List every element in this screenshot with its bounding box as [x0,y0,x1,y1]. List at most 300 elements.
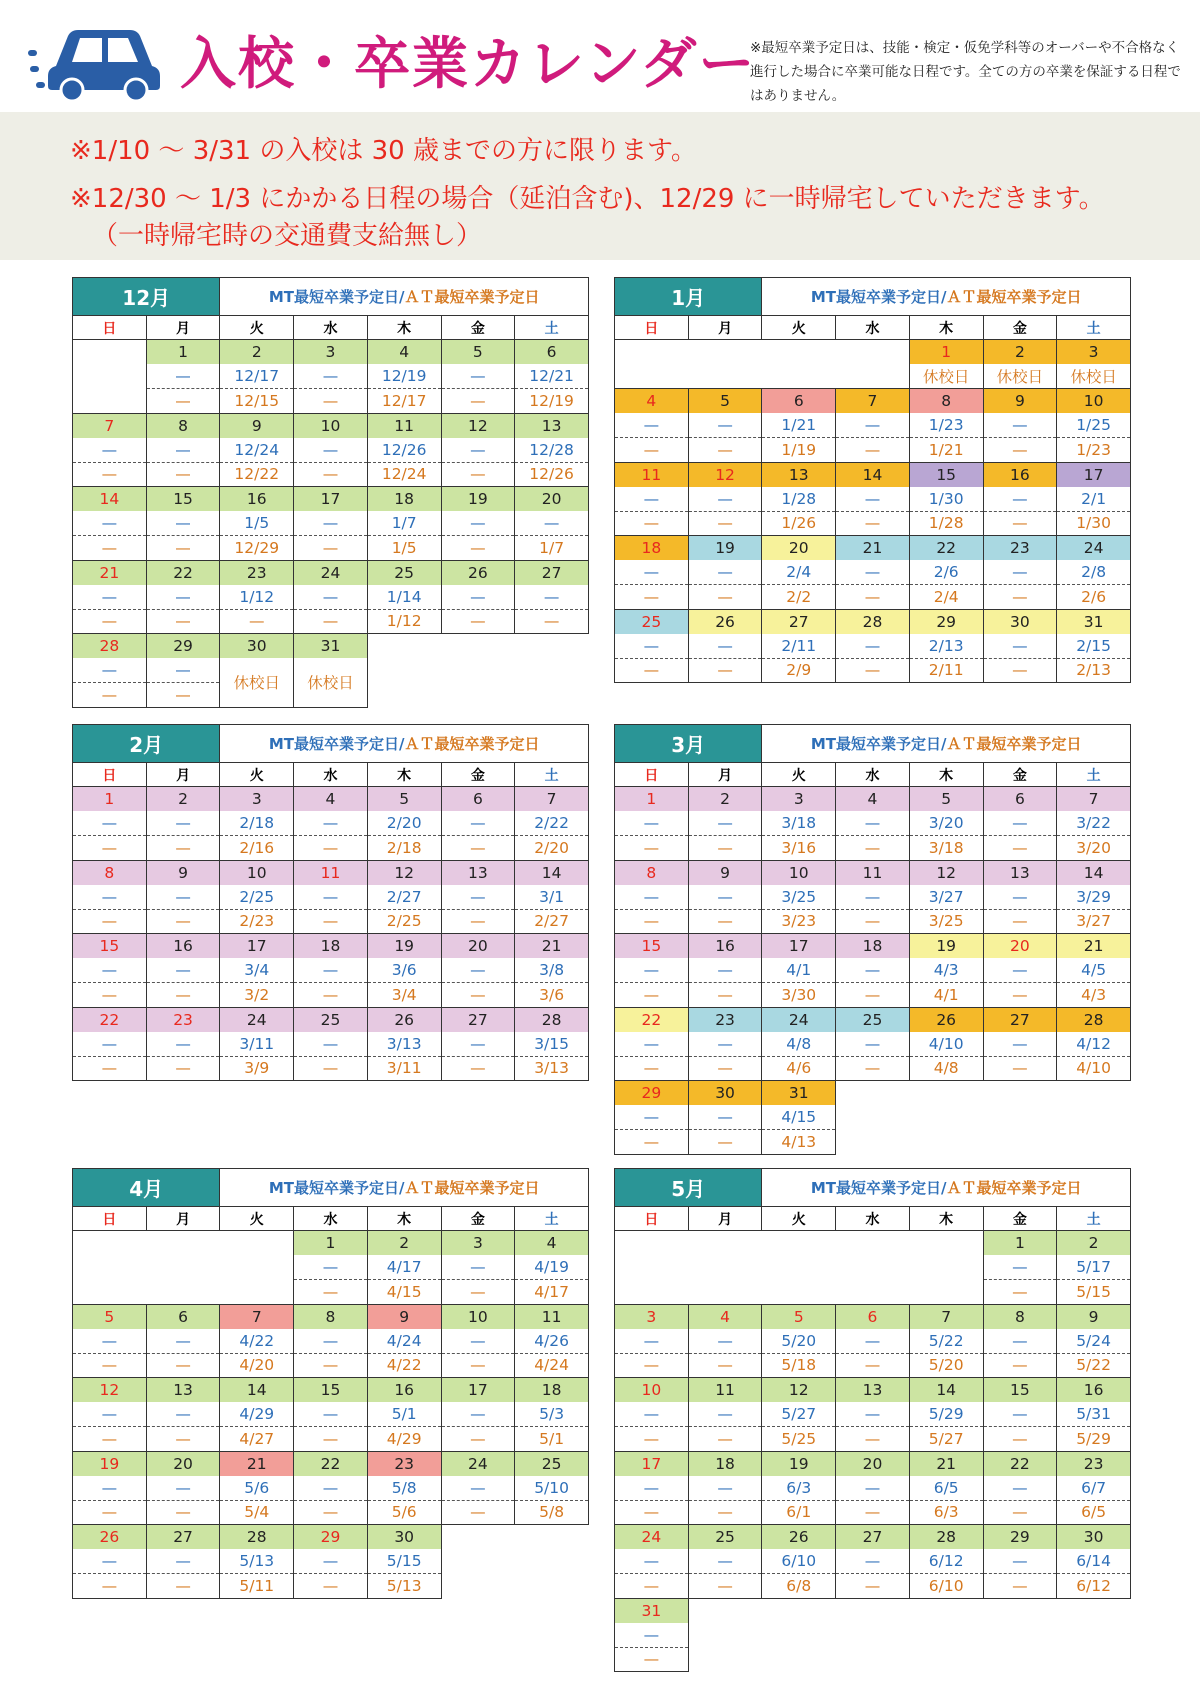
car-icon [28,22,168,102]
legend-separator: / [941,735,947,753]
legend [220,278,589,316]
mt-graduation-date: — [983,1032,1057,1057]
at-graduation-date: — [836,438,910,463]
day-number: 6 [836,1304,910,1329]
weekday-label: 金 [441,316,515,340]
weekday-label: 水 [294,1207,368,1231]
mt-graduation-date: — [146,364,220,389]
at-graduation-date: 3/6 [515,983,589,1008]
mt-graduation-date: — [615,487,689,512]
day-number: 29 [146,634,220,659]
at-graduation-date: 5/20 [909,1353,983,1378]
mt-graduation-date: — [836,560,910,585]
mt-graduation-date: — [294,364,368,389]
mt-graduation-date: 2/22 [515,811,589,836]
legend [762,725,1131,763]
day-number: 29 [983,1525,1057,1550]
legend [220,1169,589,1207]
at-graduation-date: — [983,1056,1057,1081]
mt-graduation-date: — [983,1402,1057,1427]
at-graduation-date: — [146,836,220,861]
day-number: 3 [294,340,368,365]
month-label: 1月 [615,278,762,316]
day-number: 12 [441,413,515,438]
weekday-label: 木 [367,1207,441,1231]
at-graduation-date: — [836,1056,910,1081]
at-graduation-date: — [688,511,762,536]
at-graduation-date: — [983,1500,1057,1525]
day-number: 6 [983,787,1057,812]
mt-graduation-date: — [688,958,762,983]
at-graduation-date: 12/22 [220,462,294,487]
at-graduation-date: 2/11 [909,658,983,683]
mt-graduation-date: — [294,1549,368,1574]
at-graduation-date: 5/6 [367,1500,441,1525]
at-graduation-date: 5/4 [220,1500,294,1525]
mt-graduation-date: — [73,1032,147,1057]
at-graduation-date: — [515,609,589,634]
mt-graduation-date: 2/25 [220,885,294,910]
day-number: 30 [983,609,1057,634]
day-number: 13 [836,1378,910,1403]
mt-graduation-date: — [294,958,368,983]
day-number: 26 [909,1007,983,1032]
mt-graduation-date: 4/15 [762,1105,836,1130]
mt-graduation-date: 12/26 [367,438,441,463]
weekday-label: 月 [688,316,762,340]
at-graduation-date: 3/27 [1057,909,1131,934]
mt-graduation-date: — [146,885,220,910]
day-number: 4 [515,1231,589,1256]
mt-graduation-date: — [146,585,220,610]
mt-graduation-date: 2/6 [909,560,983,585]
at-graduation-date: 1/21 [909,438,983,463]
empty-cell [441,1525,588,1599]
mt-graduation-date: 5/13 [220,1549,294,1574]
legend-mt: MT最短卒業予定日 [268,1179,400,1197]
day-number: 23 [688,1007,762,1032]
day-number: 25 [615,609,689,634]
at-graduation-date: — [146,909,220,934]
calendar-january [614,277,1131,683]
day-number: 21 [836,536,910,561]
at-graduation-date: 2/18 [367,836,441,861]
at-graduation-date: — [294,536,368,561]
at-graduation-date: — [73,909,147,934]
weekday-label: 月 [688,1207,762,1231]
day-number: 2 [367,1231,441,1256]
at-graduation-date: — [146,1353,220,1378]
empty-cell [688,1598,1130,1672]
at-graduation-date: 6/12 [1057,1574,1131,1599]
at-graduation-date: 4/1 [909,983,983,1008]
at-graduation-date: 5/15 [1057,1280,1131,1305]
day-number: 27 [983,1007,1057,1032]
mt-graduation-date: — [836,487,910,512]
mt-graduation-date: — [615,958,689,983]
at-graduation-date: 4/29 [367,1427,441,1452]
at-graduation-date: 1/19 [762,438,836,463]
mt-graduation-date: 4/8 [762,1032,836,1057]
mt-graduation-date: — [615,811,689,836]
mt-graduation-date: 5/3 [515,1402,589,1427]
day-number: 21 [73,560,147,585]
day-number: 13 [146,1378,220,1403]
mt-graduation-date: 4/22 [220,1329,294,1354]
at-graduation-date: — [73,462,147,487]
mt-graduation-date: — [441,438,515,463]
at-graduation-date: 12/24 [367,462,441,487]
at-graduation-date: — [688,909,762,934]
mt-graduation-date: 5/15 [367,1549,441,1574]
at-graduation-date: — [615,1574,689,1599]
at-graduation-date: 6/10 [909,1574,983,1599]
weekday-label: 木 [909,763,983,787]
at-graduation-date: — [294,462,368,487]
at-graduation-date: 2/4 [909,585,983,610]
day-number: 20 [441,934,515,959]
day-number: 5 [909,787,983,812]
mt-graduation-date: 5/10 [515,1476,589,1501]
at-graduation-date: 4/3 [1057,983,1131,1008]
weekday-label: 水 [836,763,910,787]
at-graduation-date: — [688,836,762,861]
day-number: 24 [441,1451,515,1476]
mt-graduation-date: — [441,1329,515,1354]
at-graduation-date: 1/7 [515,536,589,561]
day-number: 6 [515,340,589,365]
mt-graduation-date: — [836,885,910,910]
mt-graduation-date: 5/27 [762,1402,836,1427]
day-number: 7 [836,389,910,414]
day-number: 14 [73,487,147,512]
mt-graduation-date: — [615,413,689,438]
mt-graduation-date: — [294,511,368,536]
mt-graduation-date: — [836,958,910,983]
weekday-label: 金 [441,763,515,787]
mt-graduation-date: — [615,1623,689,1648]
day-number: 6 [441,787,515,812]
mt-graduation-date: — [983,634,1057,659]
day-number: 27 [836,1525,910,1550]
at-graduation-date: — [73,683,147,708]
day-number: 22 [146,560,220,585]
at-graduation-date: — [73,536,147,561]
weekday-label: 月 [146,1207,220,1231]
mt-graduation-date: — [441,1032,515,1057]
mt-graduation-date: — [441,958,515,983]
mt-graduation-date: — [615,1402,689,1427]
day-number: 8 [73,860,147,885]
weekday-label: 日 [615,1207,689,1231]
day-number: 26 [73,1525,147,1550]
mt-graduation-date: — [515,511,589,536]
mt-graduation-date: — [615,560,689,585]
at-graduation-date: 3/9 [220,1056,294,1081]
at-graduation-date: — [146,536,220,561]
day-number: 21 [515,934,589,959]
day-number: 8 [983,1304,1057,1329]
day-number: 24 [294,560,368,585]
mt-graduation-date: 4/10 [909,1032,983,1057]
day-number: 27 [515,560,589,585]
mt-graduation-date: — [983,487,1057,512]
at-graduation-date: — [441,836,515,861]
day-number: 11 [836,860,910,885]
day-number: 1 [909,340,983,365]
mt-graduation-date: 6/3 [762,1476,836,1501]
day-number: 1 [294,1231,368,1256]
day-number: 3 [441,1231,515,1256]
at-graduation-date: — [146,1056,220,1081]
day-number: 24 [1057,536,1131,561]
at-graduation-date: — [836,1574,910,1599]
month-label: 4月 [73,1169,220,1207]
day-number: 28 [73,634,147,659]
day-number: 14 [836,462,910,487]
mt-graduation-date: — [836,1329,910,1354]
notice-box [0,112,1200,260]
mt-graduation-date: 1/5 [220,511,294,536]
day-number: 28 [1057,1007,1131,1032]
at-graduation-date: — [983,983,1057,1008]
legend [762,278,1131,316]
mt-graduation-date: 6/10 [762,1549,836,1574]
at-graduation-date: — [688,585,762,610]
at-graduation-date: — [836,1353,910,1378]
day-number: 2 [983,340,1057,365]
at-graduation-date: — [73,983,147,1008]
mt-graduation-date: — [441,511,515,536]
at-graduation-date: — [73,609,147,634]
at-graduation-date: 3/18 [909,836,983,861]
at-graduation-date: 4/10 [1057,1056,1131,1081]
mt-graduation-date: — [73,1476,147,1501]
mt-graduation-date: — [146,958,220,983]
legend-mt: MT最短卒業予定日 [268,735,400,753]
at-graduation-date: 4/17 [515,1280,589,1305]
day-number: 2 [1057,1231,1131,1256]
weekday-label: 水 [294,763,368,787]
mt-graduation-date: 5/24 [1057,1329,1131,1354]
day-number: 12 [367,860,441,885]
day-number: 7 [515,787,589,812]
at-graduation-date: 6/1 [762,1500,836,1525]
mt-graduation-date: — [615,1549,689,1574]
mt-graduation-date: 2/4 [762,560,836,585]
legend-separator: / [399,735,405,753]
mt-graduation-date: 4/26 [515,1329,589,1354]
day-number: 23 [367,1451,441,1476]
mt-graduation-date: 3/11 [220,1032,294,1057]
header [0,0,1200,112]
at-graduation-date: — [146,389,220,414]
legend-at: ＡＴ最短卒業予定日 [404,288,540,306]
at-graduation-date: 5/29 [1057,1427,1131,1452]
day-number: 5 [762,1304,836,1329]
mt-graduation-date: — [688,1549,762,1574]
day-number: 28 [515,1007,589,1032]
at-graduation-date: — [146,683,220,708]
day-number: 21 [220,1451,294,1476]
legend-at: ＡＴ最短卒業予定日 [946,1179,1082,1197]
mt-graduation-date: — [146,811,220,836]
legend-at: ＡＴ最短卒業予定日 [946,288,1082,306]
day-number: 29 [615,1081,689,1106]
at-graduation-date: — [688,1427,762,1452]
empty-cell [73,1231,294,1305]
at-graduation-date: — [615,1056,689,1081]
legend-at: ＡＴ最短卒業予定日 [946,735,1082,753]
at-graduation-date: — [294,609,368,634]
mt-graduation-date: — [983,1476,1057,1501]
day-number: 17 [762,934,836,959]
day-number: 11 [515,1304,589,1329]
day-number: 17 [441,1378,515,1403]
at-graduation-date: — [294,1574,368,1599]
day-number: 16 [220,487,294,512]
at-graduation-date: 3/25 [909,909,983,934]
mt-graduation-date: — [441,1255,515,1280]
at-graduation-date: — [146,1500,220,1525]
mt-graduation-date: — [688,413,762,438]
mt-graduation-date: 3/22 [1057,811,1131,836]
mt-graduation-date: — [441,811,515,836]
at-graduation-date: 2/13 [1057,658,1131,683]
at-graduation-date: — [983,909,1057,934]
mt-graduation-date: — [146,438,220,463]
at-graduation-date: 3/2 [220,983,294,1008]
at-graduation-date: — [441,1500,515,1525]
mt-graduation-date: 1/25 [1057,413,1131,438]
at-graduation-date: — [294,1427,368,1452]
day-number: 5 [367,787,441,812]
mt-graduation-date: — [441,885,515,910]
day-number: 28 [836,609,910,634]
at-graduation-date: 1/12 [367,609,441,634]
day-number: 17 [615,1451,689,1476]
at-graduation-date: 5/13 [367,1574,441,1599]
day-number: 26 [762,1525,836,1550]
at-graduation-date: — [441,389,515,414]
day-number: 22 [73,1007,147,1032]
at-graduation-date: — [146,462,220,487]
day-number: 13 [515,413,589,438]
day-number: 31 [615,1598,689,1623]
day-number: 18 [615,536,689,561]
mt-graduation-date: — [294,1329,368,1354]
at-graduation-date: 3/20 [1057,836,1131,861]
day-number: 9 [220,413,294,438]
mt-graduation-date: 1/21 [762,413,836,438]
day-number: 2 [146,787,220,812]
weekday-label: 日 [73,1207,147,1231]
at-graduation-date: 12/15 [220,389,294,414]
at-graduation-date: — [294,389,368,414]
closed-day-label: 休校日 [1057,364,1131,389]
mt-graduation-date: 3/29 [1057,885,1131,910]
day-number: 13 [441,860,515,885]
day-number: 9 [688,860,762,885]
day-number: 25 [515,1451,589,1476]
day-number: 6 [762,389,836,414]
day-number: 25 [688,1525,762,1550]
day-number: 20 [836,1451,910,1476]
mt-graduation-date: — [688,1329,762,1354]
at-graduation-date: 6/3 [909,1500,983,1525]
day-number: 15 [983,1378,1057,1403]
day-number: 20 [983,934,1057,959]
mt-graduation-date: — [836,413,910,438]
at-graduation-date: 5/8 [515,1500,589,1525]
at-graduation-date: — [836,983,910,1008]
mt-graduation-date: — [146,1032,220,1057]
day-number: 6 [146,1304,220,1329]
mt-graduation-date: — [73,811,147,836]
mt-graduation-date: 12/28 [515,438,589,463]
mt-graduation-date: — [688,1402,762,1427]
day-number: 26 [367,1007,441,1032]
at-graduation-date: — [441,536,515,561]
month-label: 2月 [73,725,220,763]
mt-graduation-date: 12/17 [220,364,294,389]
day-number: 10 [1057,389,1131,414]
at-graduation-date: — [688,1574,762,1599]
mt-graduation-date: 4/17 [367,1255,441,1280]
day-number: 25 [836,1007,910,1032]
day-number: 13 [762,462,836,487]
at-graduation-date: — [73,1500,147,1525]
weekday-label: 木 [367,763,441,787]
day-number: 17 [294,487,368,512]
mt-graduation-date: 2/18 [220,811,294,836]
day-number: 3 [615,1304,689,1329]
day-number: 1 [983,1231,1057,1256]
weekday-label: 木 [367,316,441,340]
month-label: 3月 [615,725,762,763]
day-number: 20 [146,1451,220,1476]
mt-graduation-date: — [73,1329,147,1354]
day-number: 27 [441,1007,515,1032]
at-graduation-date: — [836,1500,910,1525]
mt-graduation-date: — [73,1402,147,1427]
day-number: 10 [220,860,294,885]
day-number: 16 [688,934,762,959]
at-graduation-date: — [73,1353,147,1378]
calendar-april [72,1168,589,1599]
at-graduation-date: — [146,1574,220,1599]
mt-graduation-date: 6/7 [1057,1476,1131,1501]
at-graduation-date: 4/13 [762,1130,836,1155]
at-graduation-date: — [294,1056,368,1081]
at-graduation-date: — [983,1574,1057,1599]
at-graduation-date: — [983,658,1057,683]
mt-graduation-date: — [73,585,147,610]
day-number: 25 [294,1007,368,1032]
at-graduation-date: — [294,1280,368,1305]
day-number: 1 [146,340,220,365]
mt-graduation-date: — [688,634,762,659]
at-graduation-date: 12/17 [367,389,441,414]
at-graduation-date: — [294,836,368,861]
mt-graduation-date: 3/20 [909,811,983,836]
at-graduation-date: — [983,1353,1057,1378]
at-graduation-date: 12/29 [220,536,294,561]
mt-graduation-date: 12/19 [367,364,441,389]
weekday-label: 金 [441,1207,515,1231]
day-number: 14 [220,1378,294,1403]
weekday-label: 金 [983,316,1057,340]
